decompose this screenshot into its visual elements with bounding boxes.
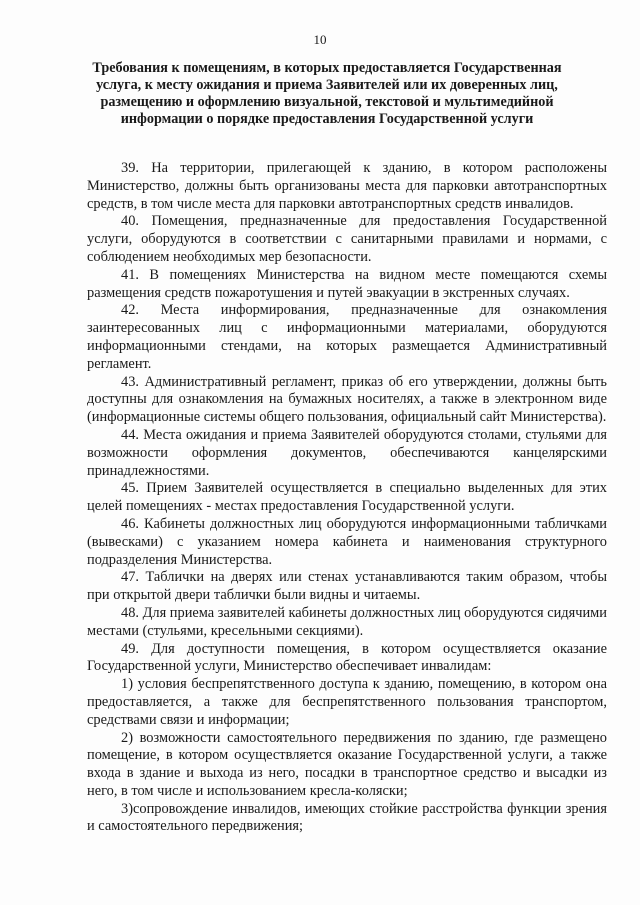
paragraph-48: 48. Для приема заявителей кабинеты должностных лиц оборудуются сидячими местами (стульями, кресельными секциями). [87,604,607,639]
document-body [87,160,607,836]
paragraph-39: 39. На территории, прилегающей к зданию, в котором расположены Министерство, должны быть организованы места для парковки автотранспортных средств, в том числе места для парковки автотранспортных средств инвалидов. [87,160,607,212]
list-item-1: 1) условия беспрепятственного доступа к зданию, помещению, в котором она предоставляется, а также для беспрепятственного пользования транспортом, средствами связи и информации; [87,676,607,728]
paragraph-41: 41. В помещениях Министерства на видном месте помещаются схемы размещения средств пожаротушения и путей эвакуации в экстренных случаях. [87,266,607,301]
paragraph-44: 44. Места ожидания и приема Заявителей оборудуются столами, стульями для возможности оформления документов, обеспечиваются канцелярскими принадлежностями. [87,426,607,479]
paragraph-42: 42. Места информирования, предназначенные для ознакомления заинтересованных лиц с информационными материалами, оборудуются информационными стендами, на которых размещается Административный регламент. [87,302,607,372]
list-item-2: 2) возможности самостоятельного передвижения по зданию, где размещено помещение, в котором осуществляется оказание Государственной услуги, а также входа в здание и выхода из него, посадки в транспортное средство и высадки из него, в том числе и использованием кресла-коляски; [87,729,607,799]
section-heading: Требования к помещениям, в которых предоставляется Государственная услуга, к месту ожидания и приема Заявителей или их доверенных лиц, размещению и оформлению визуальной, текстовой и мультимедийной информации о порядке предоставления Государственной услуги [92,60,562,127]
page-number: 10 [313,32,327,47]
paragraph-43: 43. Административный регламент, приказ об его утверждении, должны быть доступны для ознакомления на бумажных носителях, а также в электронном виде (информационные системы общего пользования, официальный сайт Министерства). [87,373,607,426]
paragraph-49: 49. Для доступности помещения, в котором осуществляется оказание Государственной услуги, Министерство обеспечивает инвалидам: [87,640,607,675]
paragraph-46: 46. Кабинеты должностных лиц оборудуются информационными табличками (вывесками) с указанием номера кабинета и наименования структурного подразделения Министерства. [87,515,607,568]
paragraph-47: 47. Таблички на дверях или стенах устанавливаются таким образом, чтобы при открытой двери таблички были видны и читаемы. [87,569,607,604]
list-item-3: 3)сопровождение инвалидов, имеющих стойкие расстройства функции зрения и самостоятельного передвижения; [87,800,607,835]
paragraph-45: 45. Прием Заявителей осуществляется в специально выделенных для этих целей помещениях - местах предоставления Государственной услуги. [87,480,607,515]
paragraph-40: 40. Помещения, предназначенные для предоставления Государственной услуги, оборудуются в соответствии с санитарными правилами и нормами, с соблюдением необходимых мер безопасности. [87,213,607,265]
